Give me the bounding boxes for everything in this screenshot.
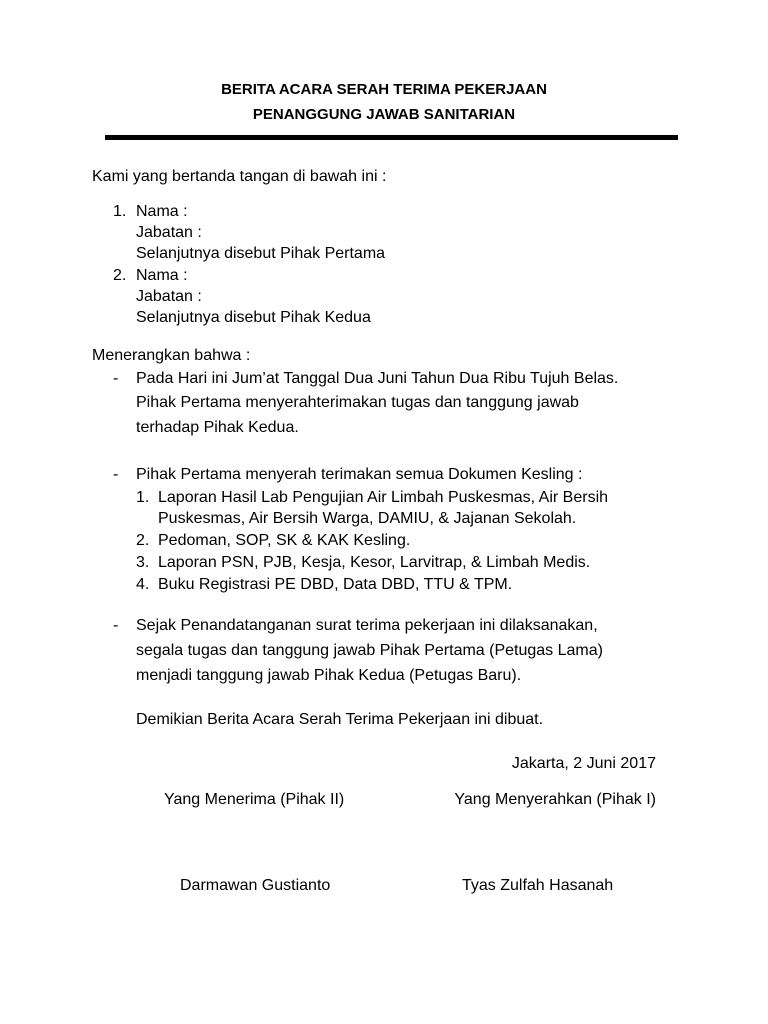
closing-text: Demikian Berita Acara Serah Terima Pekerjaan ini dibuat. xyxy=(136,711,544,728)
party-1-name: Nama : xyxy=(136,203,188,220)
giver-label: Yang Menyerahkan (Pihak I) xyxy=(454,791,656,808)
document-1-number: 1. xyxy=(136,489,150,506)
point-3-line-3: menjadi tanggung jawab Pihak Kedua (Petugas Baru). xyxy=(136,667,522,684)
intro-text: Kami yang bertanda tangan di bawah ini : xyxy=(92,168,387,185)
title-divider xyxy=(105,135,678,140)
document-4-number: 4. xyxy=(136,576,150,593)
document-4-line-1: Buku Registrasi PE DBD, Data DBD, TTU & TPM. xyxy=(158,576,513,593)
receiver-name: Darmawan Gustianto xyxy=(180,877,331,894)
party-1-position: Jabatan : xyxy=(136,224,202,241)
point-3-dash: - xyxy=(113,617,119,634)
point-3-line-2: segala tugas dan tanggung jawab Pihak Pertama (Petugas Lama) xyxy=(136,642,603,659)
document-title-line-1: BERITA ACARA SERAH TERIMA PEKERJAAN xyxy=(221,81,547,98)
document-2-number: 2. xyxy=(136,532,150,549)
point-1-line-1: Pada Hari ini Jum’at Tanggal Dua Juni Tahun Dua Ribu Tujuh Belas. xyxy=(136,370,619,387)
point-2-intro: Pihak Pertama menyerah terimakan semua Dokumen Kesling : xyxy=(136,466,583,483)
document-1-line-1: Laporan Hasil Lab Pengujian Air Limbah Puskesmas, Air Bersih xyxy=(158,489,609,506)
point-2-dash: - xyxy=(113,466,119,483)
party-1-number: 1. xyxy=(113,203,127,220)
point-1-line-2: Pihak Pertama menyerahterimakan tugas dan tanggung jawab xyxy=(136,394,579,411)
document-3-number: 3. xyxy=(136,554,150,571)
party-2-number: 2. xyxy=(113,267,127,284)
party-2-position: Jabatan : xyxy=(136,288,202,305)
document-2-line-1: Pedoman, SOP, SK & KAK Kesling. xyxy=(158,532,411,549)
document-1-line-2: Puskesmas, Air Bersih Warga, DAMIU, & Jajanan Sekolah. xyxy=(158,510,577,527)
point-3-line-1: Sejak Penandatanganan surat terima pekerjaan ini dilaksanakan, xyxy=(136,617,598,634)
place-date: Jakarta, 2 Juni 2017 xyxy=(511,755,656,772)
document-title-line-2: PENANGGUNG JAWAB SANITARIAN xyxy=(252,106,516,123)
party-2-name: Nama : xyxy=(136,267,188,284)
point-1-line-3: terhadap Pihak Kedua. xyxy=(136,419,299,436)
giver-name: Tyas Zulfah Hasanah xyxy=(462,877,614,894)
document-3-line-1: Laporan PSN, PJB, Kesja, Kesor, Larvitrap, & Limbah Medis. xyxy=(158,554,591,571)
statement-intro: Menerangkan bahwa : xyxy=(92,347,251,364)
point-1-dash: - xyxy=(113,370,119,387)
receiver-label: Yang Menerima (Pihak II) xyxy=(164,791,345,808)
party-1-designation: Selanjutnya disebut Pihak Pertama xyxy=(136,245,386,262)
party-2-designation: Selanjutnya disebut Pihak Kedua xyxy=(136,309,371,326)
